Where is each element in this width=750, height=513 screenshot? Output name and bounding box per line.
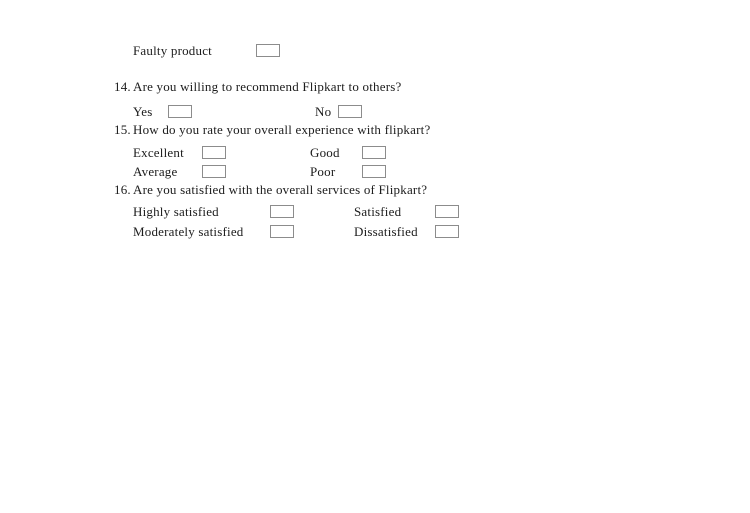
- satisfied-checkbox[interactable]: [435, 205, 459, 218]
- no-checkbox[interactable]: [338, 105, 362, 118]
- question-14-text: Are you willing to recommend Flipkart to others?: [133, 79, 402, 94]
- question-15-text: How do you rate your overall experience with flipkart?: [133, 122, 431, 137]
- average-checkbox[interactable]: [202, 165, 226, 178]
- moderately-satisfied-checkbox[interactable]: [270, 225, 294, 238]
- good-label: Good: [310, 145, 340, 160]
- question-14-number: 14.: [114, 79, 131, 94]
- average-label: Average: [133, 164, 178, 179]
- no-label: No: [315, 104, 332, 119]
- faulty-product-checkbox[interactable]: [256, 44, 280, 57]
- good-checkbox[interactable]: [362, 146, 386, 159]
- faulty-product-label: Faulty product: [133, 43, 212, 58]
- poor-checkbox[interactable]: [362, 165, 386, 178]
- poor-label: Poor: [310, 164, 336, 179]
- excellent-label: Excellent: [133, 145, 184, 160]
- dissatisfied-checkbox[interactable]: [435, 225, 459, 238]
- yes-label: Yes: [133, 104, 153, 119]
- highly-satisfied-label: Highly satisfied: [133, 204, 219, 219]
- question-15-number: 15.: [114, 122, 131, 137]
- satisfied-label: Satisfied: [354, 204, 402, 219]
- question-16-number: 16.: [114, 182, 131, 197]
- excellent-checkbox[interactable]: [202, 146, 226, 159]
- highly-satisfied-checkbox[interactable]: [270, 205, 294, 218]
- moderately-satisfied-label: Moderately satisfied: [133, 224, 244, 239]
- question-16-text: Are you satisfied with the overall services of Flipkart?: [133, 182, 428, 197]
- dissatisfied-label: Dissatisfied: [354, 224, 418, 239]
- yes-checkbox[interactable]: [168, 105, 192, 118]
